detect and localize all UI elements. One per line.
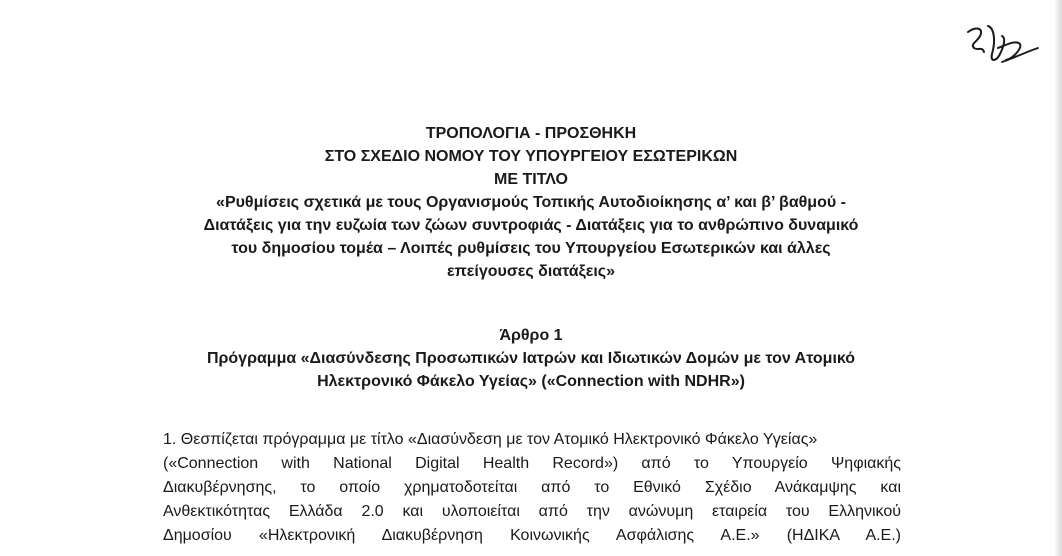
bill-title-line-1: «Ρυθμίσεις σχετικά με τους Οργανισμούς Τοπικής Αυτοδιοίκησης α’ και β’ βαθμού - <box>216 194 846 211</box>
handwritten-signature <box>962 18 1042 74</box>
bill-title-line-4: επείγουσες διατάξεις» <box>446 263 616 280</box>
body-line-3: Διακυβέρνησης, το οποίο χρηματοδοτείται από το Εθνικό Σχέδιο Ανάκαμψης και <box>163 479 901 496</box>
article-number: Άρθρο 1 <box>499 327 563 344</box>
bill-title-line-3: του δημοσίου τομέα – Λοιπές ρυθμίσεις του Υπουργείου Εσωτερικών και άλλες <box>231 240 831 257</box>
article-title-line-2: Ηλεκτρονικό Φάκελο Υγείας» («Connection with NDHR») <box>317 373 745 390</box>
body-line-5: Δημοσίου «Ηλεκτρονική Διακυβέρνηση Κοινωνικής Ασφάλισης Α.Ε.» (ΗΔΙΚΑ Α.Ε.) <box>163 527 901 544</box>
bill-title-line-2: Διατάξεις για την ευζωία των ζώων συντροφιάς - Διατάξεις για το ανθρώπινο δυναμικό <box>203 217 859 234</box>
article-heading <box>0 324 1062 393</box>
article-body <box>163 428 901 548</box>
body-line-1: 1. Θεσπίζεται πρόγραμμα με τίτλο «Διασύνδεση με τον Ατομικό Ηλεκτρονικό Φάκελο Υγείας» <box>163 431 818 448</box>
body-line-2: («Connection with National Digital Health Record») από το Υπουργείο Ψηφιακής <box>163 455 901 472</box>
page-edge-shadow <box>1054 0 1062 556</box>
body-line-4: Ανθεκτικότητας Ελλάδα 2.0 και υλοποιείται από την ανώνυμη εταιρεία του Ελληνικού <box>163 503 901 520</box>
article-title-line-1: Πρόγραμμα «Διασύνδεσης Προσωπικών Ιατρών και Ιδιωτικών Δομών με τον Ατομικό <box>206 350 856 367</box>
heading-line-1: ΤΡΟΠΟΛΟΓΙΑ - ΠΡΟΣΘΗΚΗ <box>425 125 637 142</box>
amendment-heading <box>0 122 1062 283</box>
heading-line-2: ΣΤΟ ΣΧΕΔΙΟ ΝΟΜΟΥ ΤΟΥ ΥΠΟΥΡΓΕΙΟΥ ΕΣΩΤΕΡΙΚΩΝ <box>324 148 738 165</box>
heading-line-3: ΜΕ ΤΙΤΛΟ <box>494 171 568 188</box>
